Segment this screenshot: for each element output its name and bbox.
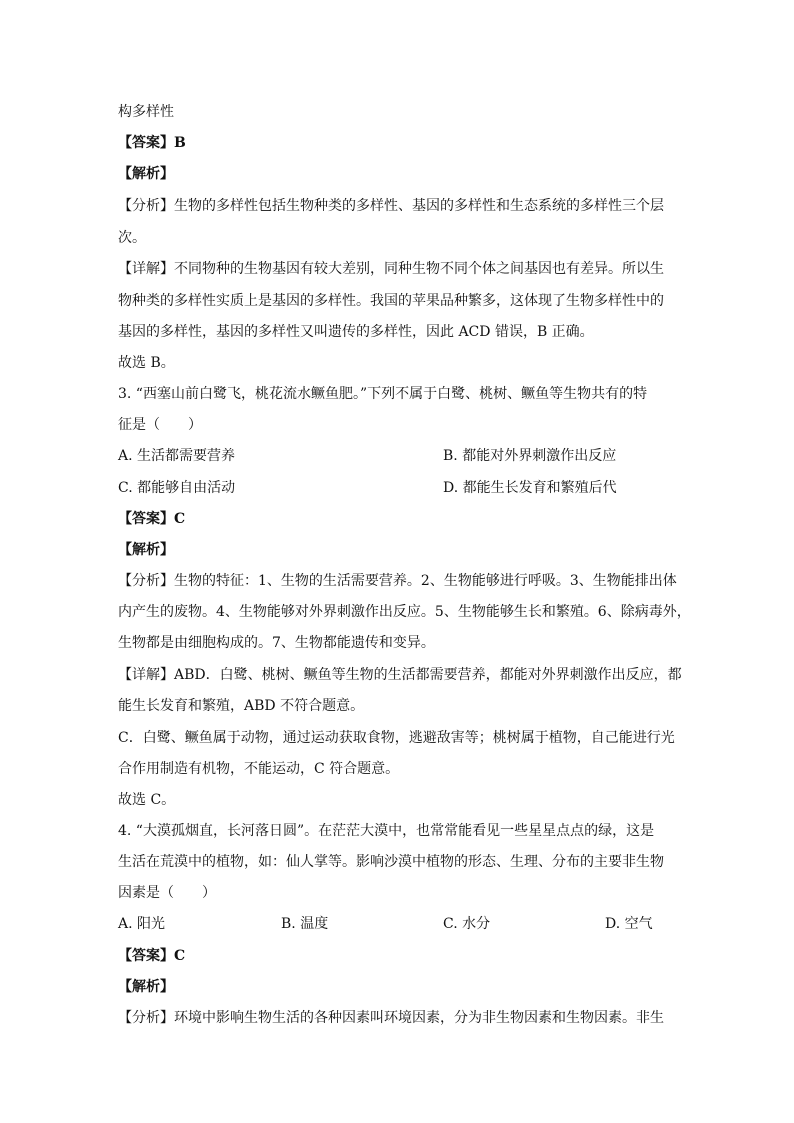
q3-option-d: D. 都能生长发育和繁殖后代 [443, 480, 617, 496]
q3-xiangjie-line-1: 【详解】ABD．白鹭、桃树、鳜鱼等生物的生活都需要营养，都能对外界刺激作出反应，都 [118, 667, 682, 683]
q3-stem-line-1: 3. “西塞山前白鹭飞，桃花流水鳜鱼肥。”下列不属于白鹭、桃树、鳜鱼等生物共有的特 [118, 386, 648, 402]
q2-conclusion: 故选 B。 [118, 355, 175, 371]
q4-fenxi-line-1: 【分析】环境中影响生物生活的各种因素叫环境因素，分为非生物因素和生物因素。非生 [118, 1010, 664, 1026]
q3-xiangjie-line-2: 能生长发育和繁殖，ABD 不符合题意。 [118, 698, 365, 714]
q2-analysis-heading: 【解析】 [118, 166, 174, 182]
q2-xiangjie-line-2: 物种类的多样性实质上是基因的多样性。我国的苹果品种繁多，这体现了生物多样性中的 [118, 293, 664, 309]
q4-answer: 【答案】C [118, 948, 186, 964]
q2-tail: 构多样性 [118, 104, 174, 120]
q3-conclusion: 故选 C。 [118, 792, 176, 808]
q4-option-d: D. 空气 [605, 916, 653, 932]
q3-answer: 【答案】C [118, 511, 186, 527]
q4-option-a: A. 阳光 [118, 916, 166, 932]
q4-stem-line-2: 生活在荒漠中的植物，如：仙人掌等。影响沙漠中植物的形态、生理、分布的主要非生物 [118, 854, 664, 870]
q3-analysis-heading: 【解析】 [118, 542, 174, 558]
q4-stem-line-1: 4. “大漠孤烟直，长河落日圆”。在茫茫大漠中，也常常能看见一些星星点点的绿，这是 [118, 823, 655, 839]
q3-fenxi-line-1: 【分析】生物的特征：1、生物的生活需要营养。2、生物能够进行呼吸。3、生物能排出体 [118, 573, 677, 589]
q3-c-detail-line-1: C．白鹭、鳜鱼属于动物，通过运动获取食物，逃避敌害等；桃树属于植物，自己能进行光 [118, 730, 675, 746]
q4-stem-line-3: 因素是（ ） [118, 885, 216, 901]
q4-option-c: C. 水分 [443, 916, 491, 932]
q2-xiangjie-line-1: 【详解】不同物种的生物基因有较大差别，同种生物不同个体之间基因也有差异。所以生 [118, 261, 664, 277]
q2-fenxi-line-1: 【分析】生物的多样性包括生物种类的多样性、基因的多样性和生态系统的多样性三个层 [118, 198, 664, 214]
q3-option-b: B. 都能对外界刺激作出反应 [443, 448, 617, 464]
q3-option-c: C. 都能够自由活动 [118, 480, 236, 496]
q4-analysis-heading: 【解析】 [118, 979, 174, 995]
q2-xiangjie-line-3: 基因的多样性，基因的多样性又叫遗传的多样性，因此 ACD 错误，B 正确。 [118, 324, 594, 340]
q3-c-detail-line-2: 合作用制造有机物，不能运动，C 符合题意。 [118, 761, 400, 777]
q4-option-b: B. 温度 [281, 916, 329, 932]
q3-stem-line-2: 征是（ ） [118, 417, 202, 433]
q3-fenxi-line-3: 生物都是由细胞构成的。7、生物都能遗传和变异。 [118, 635, 435, 651]
q3-fenxi-line-2: 内产生的废物。4、生物能够对外界刺激作出反应。5、生物能够生长和繁殖。6、除病毒外， [118, 604, 691, 620]
q2-fenxi-line-2: 次。 [118, 230, 146, 246]
q3-option-a: A. 生活都需要营养 [118, 448, 236, 464]
q2-answer: 【答案】B [118, 135, 186, 151]
